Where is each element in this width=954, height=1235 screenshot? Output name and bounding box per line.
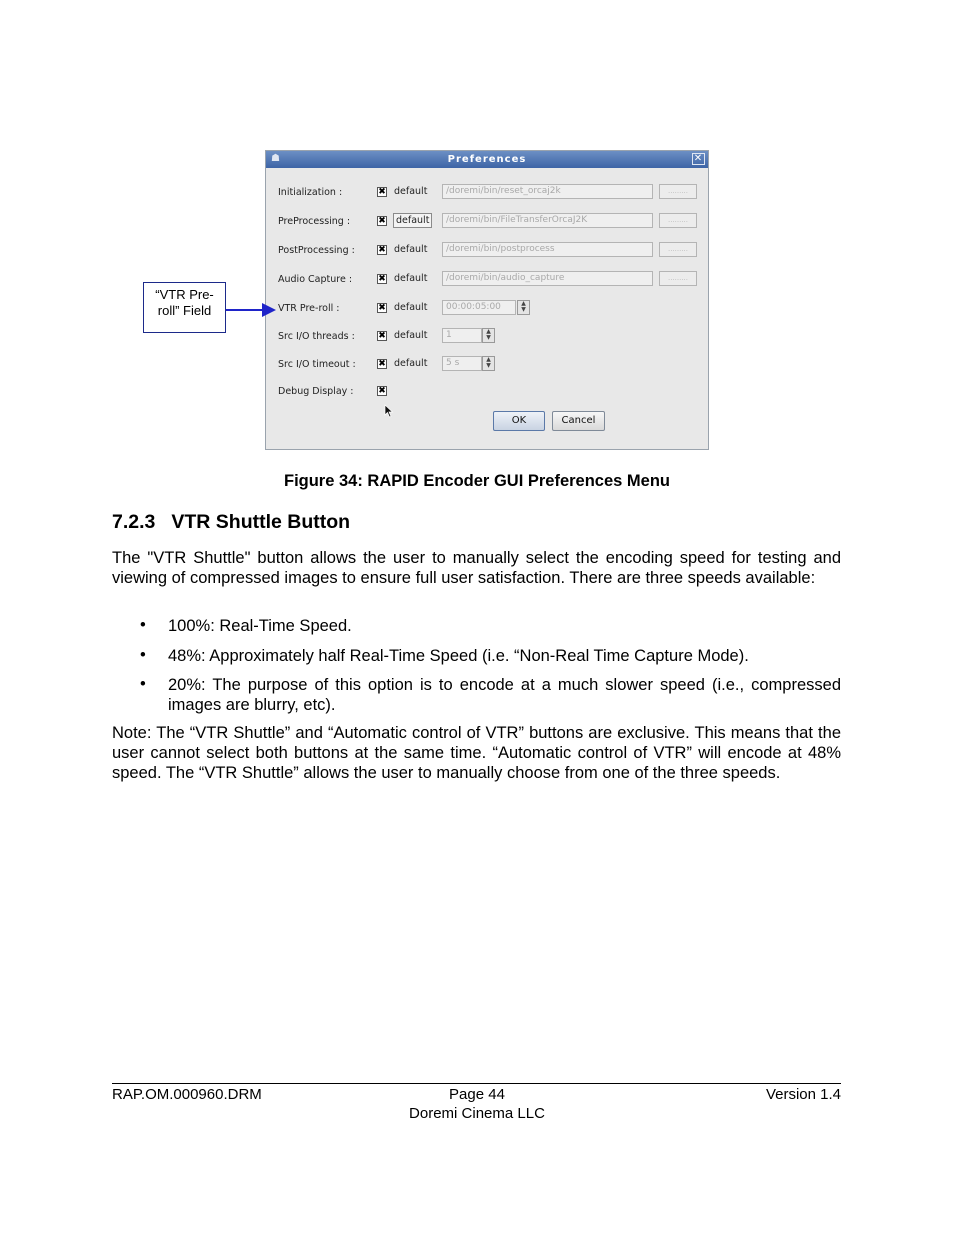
section-number: 7.2.3: [112, 511, 156, 533]
default-label: default: [393, 213, 432, 228]
app-icon: ☗: [271, 153, 281, 164]
footer-doc-id: RAP.OM.000960.DRM: [112, 1086, 262, 1103]
preferences-dialog: [265, 150, 709, 450]
default-label: default: [394, 186, 428, 197]
close-icon[interactable]: ✕: [693, 153, 704, 164]
default-label: default: [394, 273, 428, 284]
pref-label: Src I/O threads :: [278, 331, 355, 342]
postprocessing-path-field[interactable]: /doremi/bin/postprocess: [442, 242, 653, 257]
pref-row-audio-capture: [266, 271, 708, 289]
pref-row-vtr-preroll: [266, 300, 708, 318]
default-checkbox[interactable]: ✖: [378, 216, 386, 226]
default-checkbox[interactable]: ✖: [378, 303, 386, 313]
bullet-item: 100%: Real-Time Speed.: [168, 617, 352, 635]
mouse-pointer-icon: [384, 404, 394, 418]
bullet-marker: •: [140, 646, 146, 664]
bullet-marker: •: [140, 675, 146, 693]
dialog-titlebar: [266, 151, 708, 168]
default-label: default: [394, 244, 428, 255]
default-checkbox[interactable]: ✖: [378, 274, 386, 284]
browse-button[interactable]: .........: [659, 184, 697, 199]
dialog-title: Preferences: [447, 154, 527, 165]
figure-caption: Figure 34: RAPID Encoder GUI Preferences Menu: [283, 472, 671, 490]
default-label: default: [394, 302, 428, 313]
pref-label: Initialization :: [278, 187, 343, 198]
note-paragraph: Note: The “VTR Shuttle” and “Automatic control of VTR” buttons are exclusive. This means that the user cannot select both buttons at the same time. “Automatic control of VTR” will encode at 48% speed. The “VTR Shuttle” allows the user to manually choose from one of the three speeds.: [112, 724, 841, 782]
footer-version: Version 1.4: [765, 1086, 841, 1103]
pref-label: PostProcessing :: [278, 245, 355, 256]
spinner-arrows-icon[interactable]: ▲ ▼: [517, 300, 530, 315]
pref-label: Src I/O timeout :: [278, 359, 356, 370]
default-label: default: [394, 330, 428, 341]
pref-label: Debug Display :: [278, 386, 354, 397]
callout-line-2: roll” Field: [157, 303, 212, 318]
initialization-path-field[interactable]: /doremi/bin/reset_orcaj2k: [442, 184, 653, 199]
default-label: default: [394, 358, 428, 369]
bullet-item: 48%: Approximately half Real-Time Speed (i.e. “Non-Real Time Capture Mode).: [168, 647, 749, 665]
pref-label: Audio Capture :: [278, 274, 353, 285]
browse-button[interactable]: .........: [659, 242, 697, 257]
pref-row-postprocessing: [266, 242, 708, 260]
pref-row-src-io-timeout: [266, 356, 708, 374]
browse-button[interactable]: .........: [659, 271, 697, 286]
default-checkbox[interactable]: ✖: [378, 245, 386, 255]
debug-display-checkbox[interactable]: ✖: [378, 386, 386, 396]
footer-page-number: Page 44: [449, 1086, 505, 1103]
src-io-timeout-spinbox[interactable]: 5 s: [442, 356, 482, 371]
section-title: VTR Shuttle Button: [171, 511, 351, 533]
audio-capture-path-field[interactable]: /doremi/bin/audio_capture: [442, 271, 653, 286]
src-io-threads-spinbox[interactable]: 1: [442, 328, 482, 343]
spinner-arrows-icon[interactable]: ▲ ▼: [482, 356, 495, 371]
vtr-preroll-callout: [143, 282, 226, 333]
pref-row-preprocessing: [266, 213, 708, 231]
footer-divider: [112, 1083, 841, 1084]
intro-paragraph: The "VTR Shuttle" button allows the user to manually select the encoding speed for testing and viewing of compressed images to ensure full user satisfaction. There are three speeds available:: [112, 549, 841, 587]
bullet-marker: •: [140, 616, 146, 634]
vtr-preroll-spinbox[interactable]: 00:00:05:00: [442, 300, 516, 315]
browse-button[interactable]: .........: [659, 213, 697, 228]
bullet-item: 20%: The purpose of this option is to encode at a much slower speed (i.e., compressed images are blurry, etc).: [168, 676, 841, 714]
pref-row-debug-display: [266, 383, 708, 401]
pref-label: PreProcessing :: [278, 216, 351, 227]
default-checkbox[interactable]: ✖: [378, 359, 386, 369]
callout-line-1: “VTR Pre-: [155, 287, 214, 302]
ok-button[interactable]: OK: [493, 411, 545, 431]
pref-row-src-io-threads: [266, 328, 708, 346]
pref-label: VTR Pre-roll :: [278, 303, 340, 314]
pref-row-initialization: [266, 184, 708, 202]
default-checkbox[interactable]: ✖: [378, 331, 386, 341]
footer-company: Doremi Cinema LLC: [409, 1105, 545, 1122]
preprocessing-path-field[interactable]: /doremi/bin/FileTransferOrcaJ2K: [442, 213, 653, 228]
cancel-button[interactable]: Cancel: [552, 411, 605, 431]
spinner-arrows-icon[interactable]: ▲ ▼: [482, 328, 495, 343]
callout-arrow-icon: [226, 300, 276, 320]
section-heading: [112, 511, 350, 534]
default-checkbox[interactable]: ✖: [378, 187, 386, 197]
